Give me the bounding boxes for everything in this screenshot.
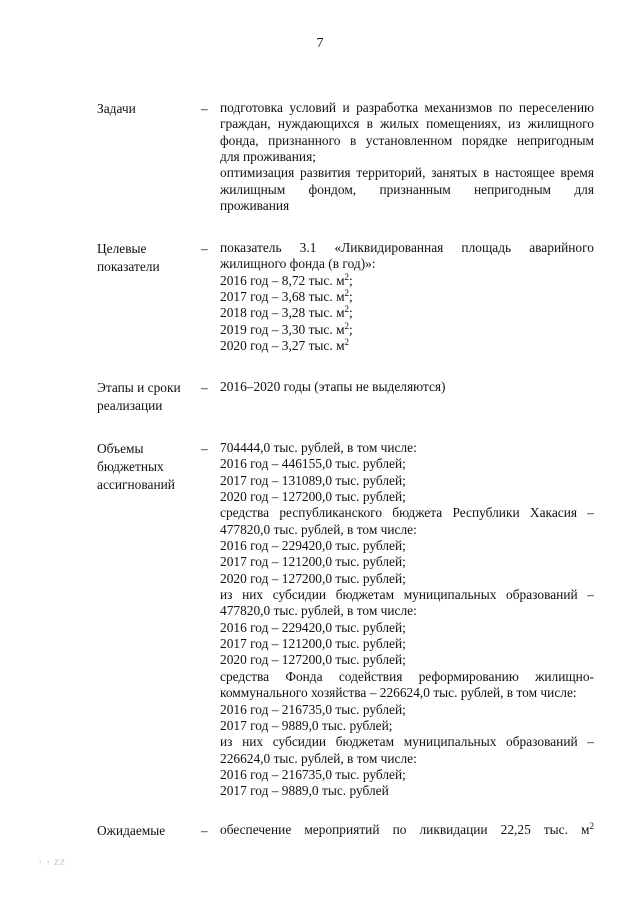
content-line-text: 2019 год – 3,30 тыс. м [220, 321, 345, 337]
content-line-text: подготовка условий и разработка механизмов по переселению [220, 100, 594, 115]
content-line [220, 133, 594, 149]
item-dash: – [201, 101, 208, 116]
content-line [220, 603, 594, 619]
content-line [220, 505, 594, 521]
content-line-text: показатель 3.1 «Ликвидированная площадь аварийного [220, 240, 594, 255]
content-line-text: 2018 год – 3,28 тыс. м [220, 305, 345, 321]
content-line [220, 685, 594, 701]
content-line-text: средства Фонда содействия реформированию жилищно- [220, 668, 594, 684]
section-label-line: Задачи [97, 101, 136, 116]
section-label-line: реализации [97, 398, 163, 413]
content-line-text: средства республиканского бюджета Республики Хакасия – [220, 505, 594, 521]
content-line-text: 2017 год – 3,68 тыс. м [220, 289, 345, 305]
superscript: 2 [589, 822, 594, 831]
content-line [220, 620, 594, 636]
content-line-text: граждан, нуждающихся в жилых помещениях, из жилищного [220, 116, 594, 132]
section-label-line: показатели [97, 259, 160, 274]
content-line-text: 2016–2020 годы (этапы не выделяются) [220, 379, 446, 394]
section-content [220, 822, 594, 838]
content-line-text: жилищным фондом, признанным непригодным для [220, 181, 594, 197]
section-content [220, 240, 594, 354]
content-line [220, 198, 594, 214]
content-line [220, 751, 594, 767]
section-label-line: Ожидаемые [97, 823, 166, 838]
section-label-line: ассигнований [97, 477, 175, 492]
page-number: 7 [316, 36, 324, 51]
content-line-text: 2020 год – 3,27 тыс. м [220, 338, 345, 354]
content-line-text: 2020 год – 127200,0 тыс. рублей; [220, 570, 406, 586]
section-label-line: бюджетных [97, 459, 164, 474]
section-label [97, 240, 197, 276]
section-content [220, 100, 594, 214]
content-line-text: фонда, признанного в установленном порядке непригодным [220, 132, 594, 148]
content-line [220, 305, 594, 321]
content-line [220, 669, 594, 685]
scan-mark: ↑ ↑ ZZ [38, 858, 66, 867]
content-line [220, 702, 594, 718]
content-line [220, 240, 594, 256]
content-line-text: для проживания; [220, 149, 316, 165]
content-line-text: 2020 год – 127200,0 тыс. рублей; [220, 489, 406, 505]
content-line-text: 226624,0 тыс. рублей, в том числе: [220, 750, 417, 766]
content-line [220, 379, 594, 395]
content-line [220, 522, 594, 538]
item-dash: – [201, 823, 208, 838]
content-line-text: жилищного фонда (в год)»: [220, 256, 376, 272]
content-line [220, 456, 594, 472]
section-label [97, 822, 197, 840]
superscript: 2 [344, 320, 350, 331]
content-line-text: 2020 год – 127200,0 тыс. рублей; [220, 652, 406, 668]
content-line [220, 149, 594, 165]
content-line [220, 473, 594, 489]
content-line-text: 2017 год – 9889,0 тыс. рублей; [220, 717, 393, 733]
content-line-text: из них субсидии бюджетам муниципальных образований – [220, 734, 594, 750]
content-line [220, 182, 594, 198]
content-line [220, 587, 594, 603]
content-line [220, 338, 594, 354]
section-label [97, 379, 197, 415]
content-line [220, 440, 594, 456]
content-line [220, 767, 594, 783]
content-line-text: 2016 год – 446155,0 тыс. рублей; [220, 456, 406, 472]
superscript: 2 [344, 271, 350, 282]
superscript: 2 [344, 304, 350, 315]
section-label-line: Объемы [97, 441, 144, 456]
content-line-tail: ; [349, 321, 353, 337]
content-line-text: 2016 год – 216735,0 тыс. рублей; [220, 766, 406, 782]
content-line-text: 2017 год – 121200,0 тыс. рублей; [220, 636, 406, 652]
content-line-text: 2016 год – 216735,0 тыс. рублей; [220, 701, 406, 717]
section-label-line: Этапы и сроки [97, 380, 181, 395]
section-content [220, 440, 594, 800]
content-line [220, 256, 594, 272]
item-dash: – [201, 441, 208, 456]
content-line [220, 822, 594, 838]
content-line-text: 2016 год – 8,72 тыс. м [220, 272, 345, 288]
content-line [220, 636, 594, 652]
item-dash: – [201, 241, 208, 256]
content-line-text: обеспечение мероприятий по ликвидации 22,25 тыс. м [220, 822, 590, 837]
content-line [220, 322, 594, 338]
section-content [220, 379, 594, 395]
content-line [220, 538, 594, 554]
content-line-text: 477820,0 тыс. рублей, в том числе: [220, 521, 417, 537]
superscript: 2 [344, 288, 350, 299]
content-line-text: 2017 год – 121200,0 тыс. рублей; [220, 554, 406, 570]
content-line-text: оптимизация развития территорий, занятых в настоящее время [220, 165, 594, 181]
content-line [220, 718, 594, 734]
superscript: 2 [344, 337, 350, 348]
content-line-text: 477820,0 тыс. рублей, в том числе: [220, 603, 417, 619]
content-line [220, 273, 594, 289]
content-line [220, 652, 594, 668]
section-label [97, 440, 197, 494]
content-line-text: 2016 год – 229420,0 тыс. рублей; [220, 538, 406, 554]
content-line [220, 571, 594, 587]
content-line [220, 554, 594, 570]
content-line-tail: ; [349, 289, 353, 305]
content-line [220, 734, 594, 750]
content-line [220, 489, 594, 505]
content-line [220, 783, 594, 799]
content-line [220, 100, 594, 116]
content-line-text: коммунального хозяйства – 226624,0 тыс. рублей, в том числе: [220, 685, 577, 701]
content-line-text: проживания [220, 198, 290, 214]
content-line [220, 289, 594, 305]
content-line-text: 2016 год – 229420,0 тыс. рублей; [220, 619, 406, 635]
content-line-text: 704444,0 тыс. рублей, в том числе: [220, 440, 417, 455]
content-line-tail: ; [349, 272, 353, 288]
section-label-line: Целевые [97, 241, 147, 256]
content-line-text: 2017 год – 9889,0 тыс. рублей [220, 783, 389, 799]
content-line-tail: ; [349, 305, 353, 321]
content-line-text: из них субсидии бюджетам муниципальных образований – [220, 587, 594, 603]
section-label [97, 100, 197, 118]
content-line [220, 165, 594, 181]
content-line [220, 116, 594, 132]
content-line-text: 2017 год – 131089,0 тыс. рублей; [220, 472, 406, 488]
item-dash: – [201, 380, 208, 395]
